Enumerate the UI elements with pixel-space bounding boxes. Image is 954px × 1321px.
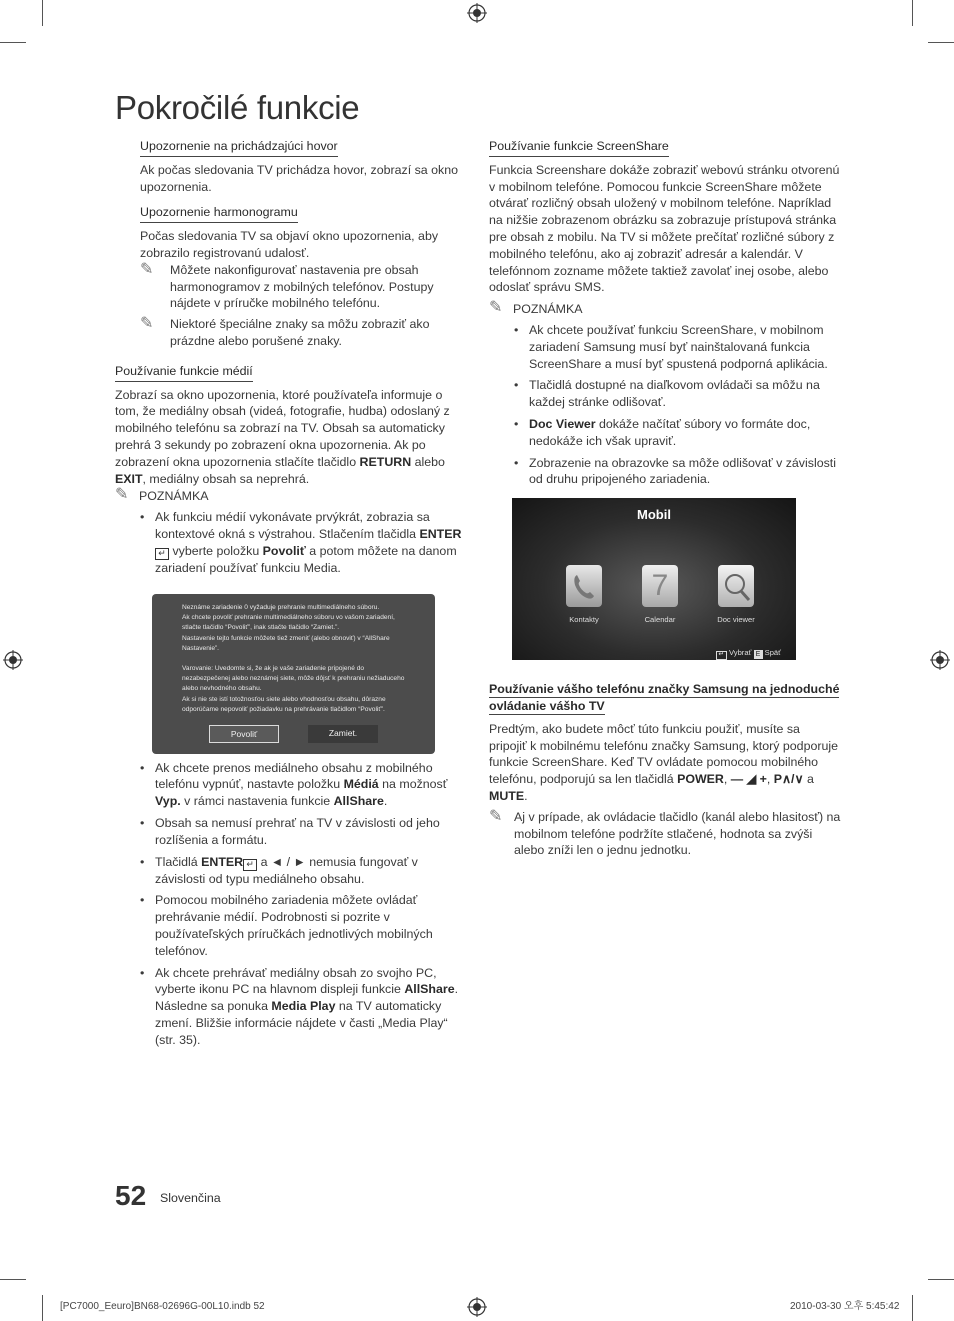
note-heading: ✎ POZNÁMKA xyxy=(489,299,583,317)
exit-key-icon: E xyxy=(754,650,763,659)
paragraph: Ak počas sledovania TV prichádza hovor, zobrazí sa okno upozornenia. xyxy=(140,162,458,194)
paragraph: Zobrazí sa okno upozornenia, ktoré používateľa informuje o tom, že mediálny obsah (videá, fotografie, hudba) odoslaný z mobilného telefónu sa zobrazí na TV. Obsah sa automaticky prehrá 3 sekundy po zobrazení okna upozornenia. Ak po zobrazení okna upozornenia stlačíte tlačidlo RETURN alebo EXIT, mediálny obsah sa neprehrá. xyxy=(115,387,450,486)
calendar-label: Calendar xyxy=(644,615,676,624)
enter-icon: ↵ xyxy=(243,859,257,871)
list-item: • Doc Viewer dokáže načítať súbory vo formáte doc, nedokáže ich však upraviť. xyxy=(489,416,841,450)
pencil-note-icon: ✎ xyxy=(489,807,503,825)
list-item: • Ak funkciu médií vykonávate prvýkrát, zobrazia sa kontextové okná s výstrahou. Stlačením tlačidla ENTER↵ vyberte položku Povoliť a potom môžete na danom zariadení používať funkciu Media. xyxy=(115,509,467,576)
crop-mark xyxy=(912,0,913,26)
crop-mark xyxy=(42,0,43,26)
list-item: • Zobrazenie na obrazovke sa môže odlišovať v závislosti od druhu pripojeného zariadenia. xyxy=(489,455,841,489)
registration-mark-icon xyxy=(467,1297,487,1317)
registration-mark-icon xyxy=(930,650,950,670)
dialog-text: Neznáme zariadenie 0 vyžaduje prehranie multimediálneho súboru. Ak chcete povoliť prehranie multimediálneho súboru vo vašom zariadení, stlačte tlačidlo “Povoliť”, inak stlačte tlačidlo “Zamiet.”. Nastavenie tejto funkcie môžete tiež zmeniť (alebo obnoviť) v “AllShare Nastavenie”. Varovanie: Uvedomte si, že ak je vaše zariadenie pripojené do nezabezpečenej alebo neznámej siete, môže dôjsť k prehraniu nežiaduceho alebo nevhodného obsahu. Ak si nie ste istí totožnosťou siete alebo vhodnosťou obsahu, dôrazne odporúčame nepovoliť požiadavku na prehrávanie tlačidlom “Povoliť”. xyxy=(182,604,405,713)
list-item: • Tlačidlá ENTER ↵ a ◄ / ► nemusia fungovať v závislosti od typu mediálneho obsahu. xyxy=(115,854,467,888)
page-number: 52 xyxy=(115,1180,147,1211)
crop-mark xyxy=(0,42,26,43)
note: ✎ Aj v prípade, ak ovládacie tlačidlo (kanál alebo hlasitosť) na mobilnom telefóne podržíte stlačené, hodnota sa zvýši alebo zníži len o jednu jednotku. xyxy=(489,807,841,858)
section-title-screenshare: Používanie funkcie ScreenShare xyxy=(489,138,669,157)
page-title: Pokročilé funkcie xyxy=(115,89,360,126)
paragraph: Počas sledovania TV sa objaví okno upozornenia, aby zobrazilo registrovanú udalosť. xyxy=(140,229,439,260)
phone-contacts-icon[interactable] xyxy=(566,565,602,607)
section-title-media: Používanie funkcie médií xyxy=(115,363,253,382)
print-footer-left: [PC7000_Eeuro]BN68-02696G-00L10.indb 52 xyxy=(60,1301,265,1312)
list-item: • Obsah sa nemusí prehrať na TV v závislosti od jeho rozlíšenia a formátu. xyxy=(115,815,467,849)
crop-mark xyxy=(0,1279,26,1280)
section-title-schedule-alert: Upozornenie harmonogramu xyxy=(140,204,298,223)
section-title-samsung-phone: Používanie vášho telefónu značky Samsung na jednoduché ovládanie vášho TV xyxy=(489,682,840,713)
crop-mark xyxy=(928,1279,954,1280)
allow-button[interactable]: Povoliť xyxy=(209,725,279,743)
deny-button[interactable]: Zamiet. xyxy=(308,725,378,743)
registration-mark-icon xyxy=(3,650,23,670)
crop-mark xyxy=(42,1295,43,1321)
enter-icon: ↵ xyxy=(716,651,727,660)
list-item: • Tlačidlá dostupné na diaľkovom ovládači sa môžu na každej stránke odlišovať. xyxy=(489,377,841,411)
mobil-footer: ↵ Vybrať E Späť xyxy=(716,645,781,662)
note-list xyxy=(489,322,841,488)
list-item: • Ak chcete prenos mediálneho obsahu z mobilného telefónu vypnúť, nastavte položku Médiá na možnosť Vyp. v rámci nastavenia funkcie AllShare. xyxy=(115,760,467,810)
section-title-call-alert: Upozornenie na prichádzajúci hovor xyxy=(140,138,338,157)
mobil-title: Mobil xyxy=(637,507,671,522)
pencil-note-icon: ✎ xyxy=(140,260,154,278)
doc-viewer-label: Doc viewer xyxy=(717,615,755,624)
pencil-note-icon: ✎ xyxy=(140,315,154,333)
doc-viewer-icon[interactable] xyxy=(718,565,754,607)
page-language: Slovenčina xyxy=(160,1191,221,1205)
media-permission-dialog xyxy=(152,594,435,754)
note-list xyxy=(115,760,467,1049)
pencil-note-icon: ✎ xyxy=(489,299,503,317)
list-item: • Ak chcete používať funkciu ScreenShare, v mobilnom zariadení Samsung musí byť nainštalovaná funkcia ScreenShare a musí byť spustená podporná aplikácia. xyxy=(489,322,841,372)
contacts-label: Kontakty xyxy=(569,615,599,624)
crop-mark xyxy=(928,42,954,43)
registration-mark-icon xyxy=(467,3,487,23)
paragraph: Predtým, ako budete môcť túto funkciu použiť, musíte sa pripojiť k mobilnému telefónu značky Samsung, ktorý podporuje funkcie ScreenShare. Keď TV ovládate pomocou mobilného telefónu, podporujú sa len tlačidlá POWER, — ◢ +, P∧/∨ a MUTE. xyxy=(489,721,839,803)
crop-mark xyxy=(912,1295,913,1321)
note: ✎ Niektoré špeciálne znaky sa môžu zobraziť ako prázdne alebo porušené znaky. xyxy=(140,315,430,348)
note: ✎ Môžete nakonfigurovať nastavenia pre obsah harmonogramov z mobilných telefónov. Postupy nájdete v príručke mobilného telefónu. xyxy=(140,260,434,311)
print-footer-right: 2010-03-30 오후 5:45:42 xyxy=(790,1301,900,1312)
list-item: • Ak chcete prehrávať mediálny obsah zo svojho PC, vyberte ikonu PC na hlavnom displeji funkcie AllShare. Následne sa ponuka Media Play na TV automaticky zmení. Bližšie informácie nájdete v časti „Media Play“ (str. 35). xyxy=(115,965,467,1049)
pencil-note-icon: ✎ xyxy=(115,486,129,504)
enter-icon: ↵ xyxy=(155,548,169,560)
calendar-icon[interactable]: 7 xyxy=(642,565,678,607)
mobil-screen xyxy=(512,498,796,660)
note-list xyxy=(115,509,467,576)
paragraph: Funkcia Screenshare dokáže zobraziť webovú stránku otvorenú v mobilnom telefóne. Pomocou funkcie ScreenShare môžete otvárať rozličný obsah uložený v mobilnom telefóne. Napríklad na nižšie zobrazenom obrázku sa zobrazuje prístupová stránka pre obsah z mobilu. Na TV si môžete prečítať rozličné súbory z mobilného telefónu, ako aj zobraziť adresár a kalendár. V telefónnom zozname môžete taktiež zavolať inej osobe, alebo odoslať správu SMS. xyxy=(489,162,840,295)
list-item: • Pomocou mobilného zariadenia môžete ovládať prehrávanie médií. Podrobnosti si pozrite v používateľských príručkách jednotlivých mobilných telefónov. xyxy=(115,892,467,959)
note-heading: ✎ POZNÁMKA xyxy=(115,486,209,504)
